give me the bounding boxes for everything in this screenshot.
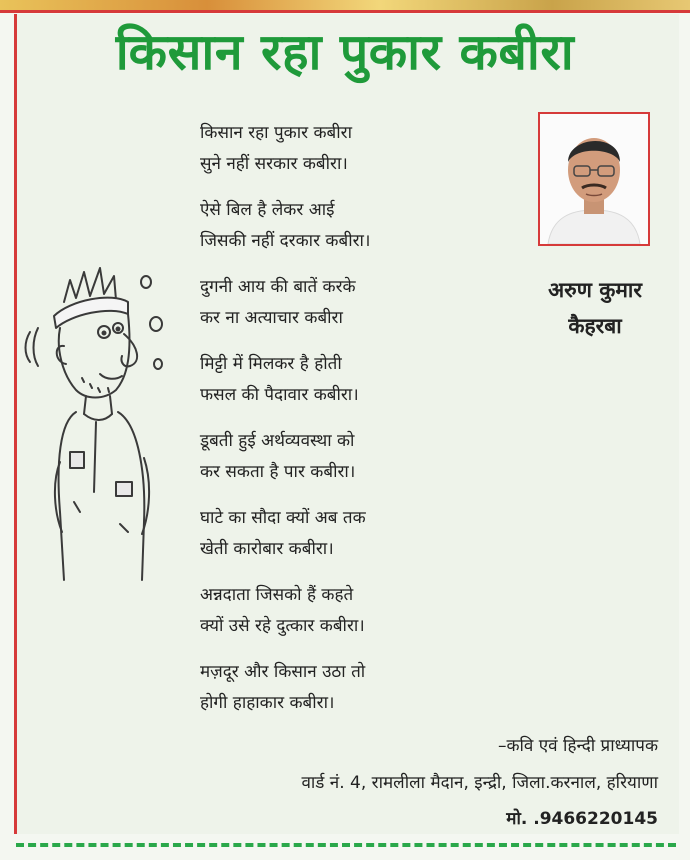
poem-line: अन्नदाता जिसको हैं कहते — [200, 585, 354, 605]
stanza — [200, 503, 500, 565]
stanza — [200, 580, 500, 642]
author-name — [520, 272, 670, 344]
poem-line: जिसकी नहीं दरकार कबीरा। — [200, 231, 371, 251]
author-address: वार्ड नं. 4, रामलीला मैदान, इन्द्री, जिला.करनाल, हरियाणा — [301, 773, 658, 793]
poem-line: दुगनी आय की बातें करके — [200, 277, 356, 297]
author-designation: –कवि एवं हिन्दी प्राध्यापक — [497, 736, 658, 756]
stanza — [200, 349, 500, 411]
poem-line: खेती कारोबार कबीरा। — [200, 539, 334, 559]
poem — [200, 118, 500, 734]
poem-line: सुने नहीं सरकार कबीरा। — [200, 154, 348, 174]
poem-line: मिट्टी में मिलकर है होती — [200, 354, 342, 374]
author-name-line: अरुण कुमार — [548, 278, 642, 302]
poem-line: क्यों उसे रहे दुत्कार कबीरा। — [200, 616, 365, 636]
stanza — [200, 118, 500, 180]
top-banner-strip — [0, 0, 690, 10]
stanza — [200, 657, 500, 719]
poem-line: घाटे का सौदा क्यों अब तक — [200, 508, 366, 528]
poem-line: किसान रहा पुकार कबीरा — [200, 123, 352, 143]
stanza — [200, 195, 500, 257]
poem-line: होगी हाहाकार कबीरा। — [200, 693, 335, 713]
poem-line: फसल की पैदावार कबीरा। — [200, 385, 359, 405]
author-photo — [538, 112, 650, 246]
farmer-cartoon-icon — [20, 262, 190, 582]
author-portrait-icon — [540, 114, 648, 244]
poem-line: कर ना अत्याचार कबीरा — [200, 308, 343, 328]
stanza — [200, 272, 500, 334]
bottom-divider — [16, 843, 676, 847]
author-name-line: कैहरबा — [568, 314, 622, 338]
poem-line: ऐसे बिल है लेकर आई — [200, 200, 335, 220]
poem-line: मज़दूर और किसान उठा तो — [200, 662, 366, 682]
author-mobile: मो. .9466220145 — [506, 809, 658, 829]
poem-line: डूबती हुई अर्थव्यवस्था को — [200, 431, 355, 451]
stanza — [200, 426, 500, 488]
article-title: किसान रहा पुकार कबीरा — [115, 23, 575, 81]
poem-line: कर सकता है पार कबीरा। — [200, 462, 356, 482]
